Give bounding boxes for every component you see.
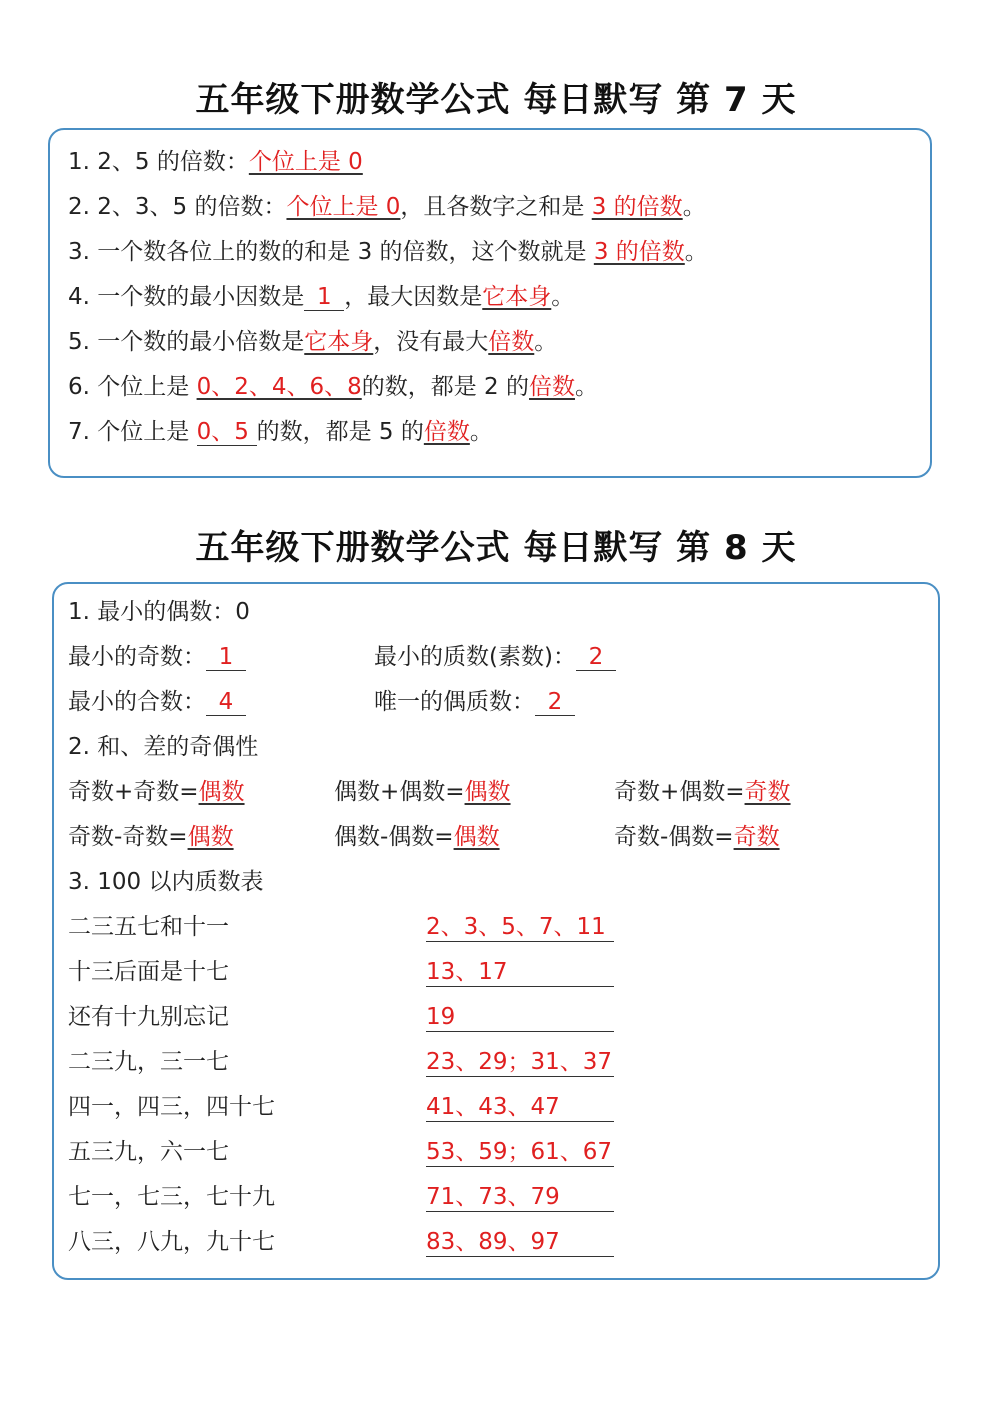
prime-rhyme: 十三后面是十七 [68, 959, 229, 985]
min-odd: 最小的奇数： 1 [68, 641, 246, 673]
prime-rhyme: 七一，七三，七十九 [68, 1184, 275, 1210]
prime-list: 13、17 [426, 956, 614, 988]
prime-rhyme: 二三五七和十一 [68, 914, 229, 940]
day7-item-3: 3. 一个数各位上的数的和是 3 的倍数，这个数就是 3 的倍数。 [68, 239, 708, 265]
prime-rhyme: 八三，八九，九十七 [68, 1229, 275, 1255]
prime-list: 23、29；31、37 [426, 1049, 613, 1075]
prime-list: 53、59；61、67 [426, 1139, 613, 1165]
prime-rhyme: 四一，四三，四十七 [68, 1094, 275, 1120]
prime-rhyme: 还有十九别忘记 [68, 1004, 229, 1030]
prime-list: 2、3、5、7、11 [426, 911, 614, 943]
day8-s1-line1: 1. 最小的偶数：0 [68, 599, 250, 625]
parity-odd-minus-odd: 奇数-奇数=偶数 [68, 824, 234, 850]
min-prime: 最小的质数(素数)： 2 [374, 641, 616, 673]
prime-rhyme: 二三九，三一七 [68, 1049, 229, 1075]
prime-list: 71、73、79 [426, 1181, 614, 1213]
day7-item-6: 6. 个位上是 0、2、4、6、8的数，都是 2 的倍数。 [68, 374, 599, 400]
prime-list: 83、89、97 [426, 1226, 614, 1258]
parity-odd-plus-odd: 奇数+奇数=偶数 [68, 779, 245, 805]
prime-list: 41、43、47 [426, 1091, 614, 1123]
day8-s2-heading: 2. 和、差的奇偶性 [68, 734, 259, 760]
parity-even-minus-even: 偶数-偶数=偶数 [334, 824, 500, 850]
day7-item-5: 5. 一个数的最小倍数是它本身，没有最大倍数。 [68, 329, 558, 355]
day8-title: 五年级下册数学公式 每日默写 第 8 天 [195, 528, 797, 568]
parity-odd-minus-even: 奇数-偶数=奇数 [614, 824, 780, 850]
day7-item-2: 2. 2、3、5 的倍数：个位上是 0，且各数字之和是 3 的倍数。 [68, 194, 706, 220]
even-prime: 唯一的偶质数： 2 [374, 686, 575, 718]
day7-item-4: 4. 一个数的最小因数是 1 ，最大因数是它本身。 [68, 284, 575, 310]
parity-odd-plus-even: 奇数+偶数=奇数 [614, 779, 791, 805]
min-composite: 最小的合数： 4 [68, 686, 246, 718]
day7-title: 五年级下册数学公式 每日默写 第 7 天 [195, 80, 797, 120]
parity-even-plus-even: 偶数+偶数=偶数 [334, 779, 511, 805]
day7-item-7: 7. 个位上是 0、5 的数，都是 5 的倍数。 [68, 419, 493, 445]
day7-item-1: 1. 2、5 的倍数：个位上是 0 [68, 149, 363, 175]
day8-s3-heading: 3. 100 以内质数表 [68, 869, 264, 895]
prime-list: 19 [426, 1001, 614, 1033]
prime-rhyme: 五三九，六一七 [68, 1139, 229, 1165]
